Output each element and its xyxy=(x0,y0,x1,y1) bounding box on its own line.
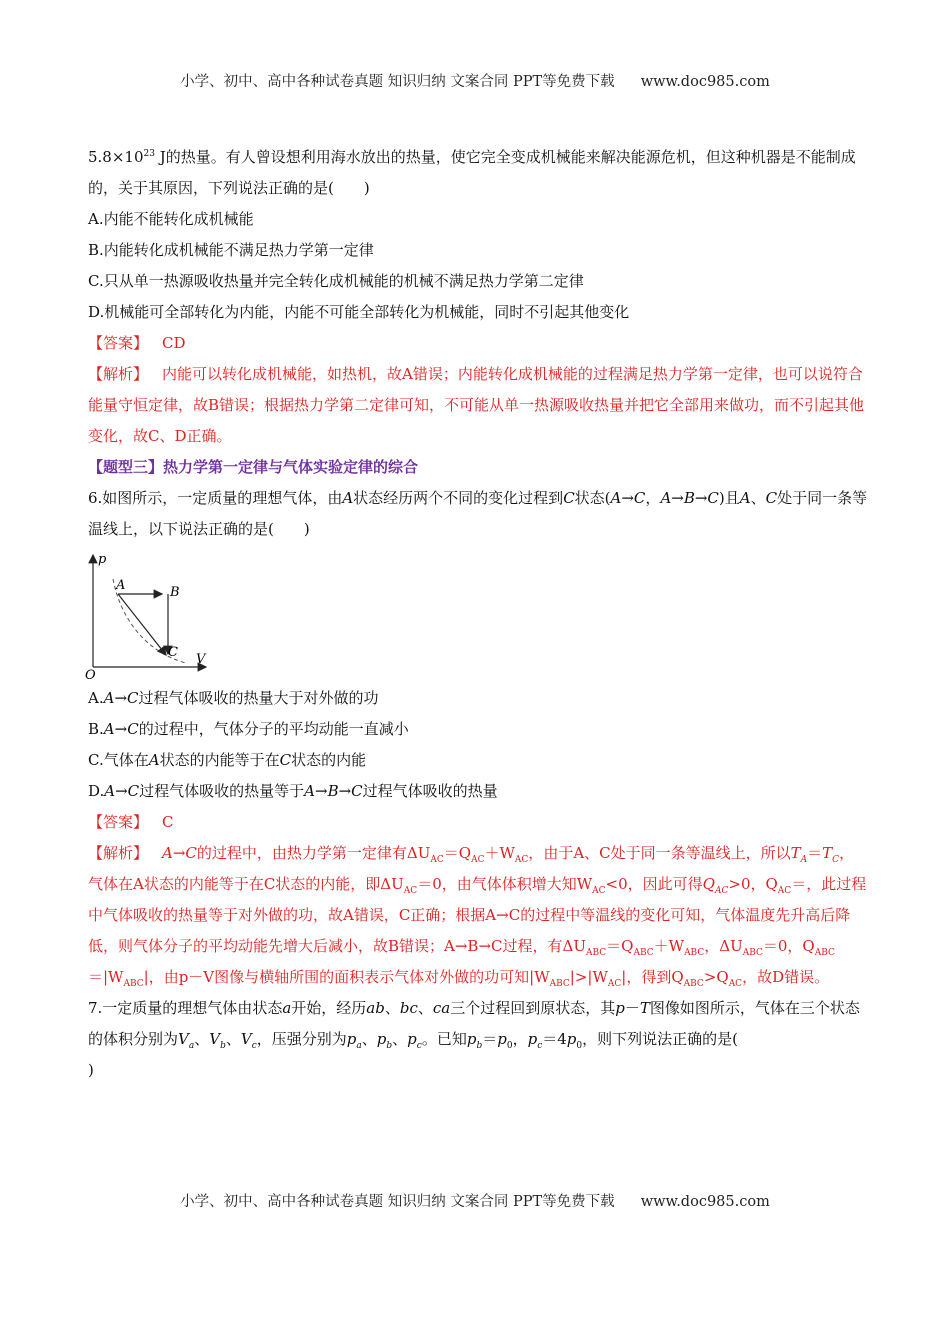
page-footer xyxy=(0,1190,950,1211)
q5-stem: $5.8\times 10^{23}$ J的热量。有人曾设想利用海水放出的热量，使它完全变成机械能来解决能源危机，但这种机器是不能制成的，关于其原因，下列说法正确的是( ) xyxy=(88,148,856,197)
footer-url[interactable]: www.doc985.com xyxy=(640,1194,770,1210)
header-text: 小学、初中、高中各种试卷真题 知识归纳 文案合同 PPT等免费下载 xyxy=(180,74,615,90)
q6-option-b: B.A→C的过程中，气体分子的平均动能一直减小 xyxy=(88,720,409,738)
q6-stem: 6.如图所示，一定质量的理想气体，由A状态经历两个不同的变化过程到C状态(A→C，A→B→C)且A、C处于同一条等温线上，以下说法正确的是( ) xyxy=(88,489,868,538)
q5-analysis: 【解析】 内能可以转化成机械能，如热机，故A错误；内能转化成机械能的过程满足热力学第一定律，也可以说符合能量守恒定律，故B错误；根据热力学第二定律可知，不可能从单一热源吸收热量并把它全部用来做功，而不引起其他变化，故C、D正确。 xyxy=(88,365,865,445)
footer-text: 小学、初中、高中各种试卷真题 知识归纳 文案合同 PPT等免费下载 xyxy=(180,1194,615,1210)
label-b: B xyxy=(170,585,180,600)
header-url[interactable]: www.doc985.com xyxy=(640,74,770,90)
q6-analysis: 【解析】 A→C的过程中，由热力学第一定律有$\Delta U_{AC}=Q_{AC}+W_{AC}$，由于A、C处于同一条等温线上，所以$T_A=T_C$，气体在A状态的内能等于在C状态的内能，即$\Delta U_{AC}=0$，由气体体积增大知$W_{AC}<0$，因此可得$Q_{AC}>0$，$Q_{AC}=$，此过程中气体吸收的热量等于对外做的功，故A错误，C正确；根据A→C的过程中等温线的变化可知，气体温度先升高后降低，则气体分子的平均动能先增大后减小，故B错误；A→B→C过程，有$\Delta U_{ABC}=Q_{ABC}+W_{ABC}$，$\Delta U_{ABC}=0$，$Q_{ABC}=|W_{ABC}|$，由p－V图像与横轴所围的面积表示气体对外做的功可知$|W_{ABC}|>|W_{AC}|$，得到$Q_{ABC}>Q_{AC}$，故D错误。 xyxy=(88,844,867,989)
pv-diagram xyxy=(85,551,218,683)
q6-answer: 【答案】 C xyxy=(88,813,174,831)
label-c: C xyxy=(168,645,178,660)
q6-option-c: C.气体在A状态的内能等于在C状态的内能 xyxy=(88,751,367,769)
label-a: A xyxy=(116,578,126,593)
q5-option-c: C.只从单一热源吸收热量并完全转化成机械能的机械不满足热力学第二定律 xyxy=(88,272,584,290)
q7-stem: 7.一定质量的理想气体由状态a开始，经历ab、bc、ca三个过程回到原状态，其p－T图像如图所示，气体在三个状态的体积分别为$V_a$、$V_b$、$V_c$，压强分别为$p_a$、$p_b$、$p_c$。已知$p_b=p_0$，$p_c=4p_0$，则下列说法正确的是( xyxy=(88,999,860,1051)
q5-option-b: B.内能转化成机械能不满足热力学第一定律 xyxy=(88,241,374,259)
label-v: V xyxy=(196,652,206,667)
page-header xyxy=(0,70,950,91)
section-title: 【题型三】热力学第一定律与气体实验定律的综合 xyxy=(88,458,419,476)
q6-option-d: D.A→C过程气体吸收的热量等于A→B→C过程气体吸收的热量 xyxy=(88,782,498,800)
label-p: p xyxy=(98,552,107,567)
path-a-to-c xyxy=(118,594,166,655)
q6-option-a: A.A→C过程气体吸收的热量大于对外做的功 xyxy=(88,689,379,707)
q5-option-d: D.机械能可全部转化为内能，内能不可能全部转化为机械能，同时不引起其他变化 xyxy=(88,303,630,321)
q7-stem-end: ) xyxy=(88,1061,94,1079)
q5-option-a: A.内能不能转化成机械能 xyxy=(88,210,254,228)
document-body xyxy=(85,142,868,1086)
q5-answer: 【答案】 CD xyxy=(88,334,186,352)
label-o: O xyxy=(85,668,96,683)
